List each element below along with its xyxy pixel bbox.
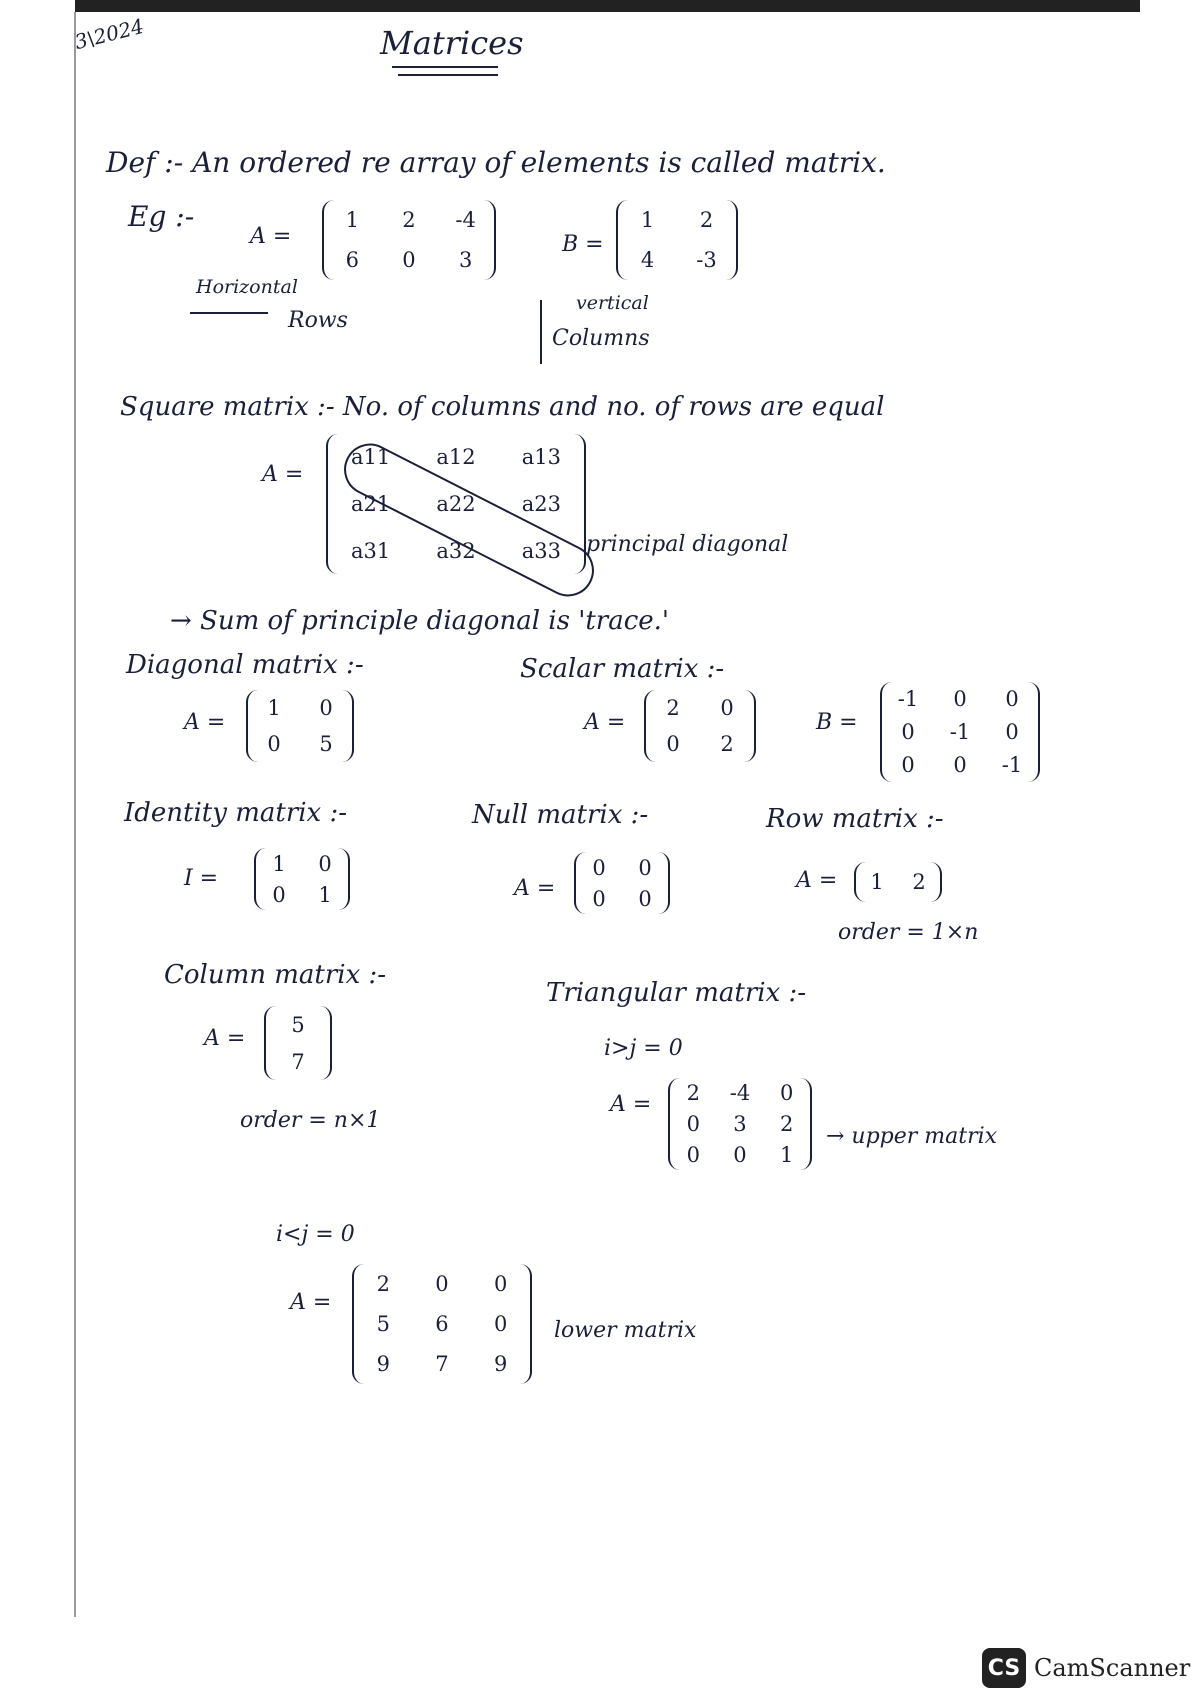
page-top-edge [75,0,1140,12]
matrix-cell: 0 [402,248,416,272]
vertical-label: vertical [576,292,649,314]
example-label: Eg :- [128,200,195,233]
matrix-label: A = [290,1290,332,1315]
matrix-cell: 0 [592,886,606,911]
matrix-cell: 5 [376,1312,391,1336]
matrix-cell: 0 [779,1081,794,1106]
definition: Def :- An ordered re array of elements is called matrix. [106,146,886,179]
matrix-cell: a13 [521,445,561,470]
matrix-label: B = [816,710,858,735]
matrix-cell: 5 [291,1012,305,1037]
matrix-cell: 0 [733,1142,747,1167]
rows-label: Rows [288,308,348,333]
matrix-cell: 4 [640,248,655,272]
column-order: order = n×1 [240,1108,381,1133]
horizontal-label: Horizontal [196,276,298,298]
matrix-cell: 0 [493,1272,508,1296]
matrix-cell: 1 [267,696,281,720]
matrix-cell: 5 [319,732,333,756]
matrix-label: A = [514,876,556,901]
matrix-cell: 3 [733,1111,747,1136]
matrix-cell: 2 [376,1272,391,1296]
identity-matrix-heading: Identity matrix :- [124,798,348,828]
matrix-cell: 0 [267,732,281,756]
matrix-cell: 7 [291,1049,305,1074]
matrix-cell: -1 [949,719,971,744]
matrix-cell: 0 [1005,686,1019,711]
matrix-label: A = [796,868,838,893]
matrix-label: A = [262,462,304,487]
upper-matrix-label: → upper matrix [826,1124,998,1149]
matrix-cell: 2 [686,1081,701,1106]
diagonal-matrix [246,690,354,762]
triangular-matrix-heading: Triangular matrix :- [546,978,807,1008]
upper-triangular-matrix [668,1078,812,1170]
trace-note: → Sum of principle diagonal is 'trace.' [170,606,670,636]
matrix-cell: 0 [319,696,333,720]
matrix-cell: 3 [458,248,473,272]
scalar-matrix-heading: Scalar matrix :- [520,654,725,684]
matrix-cell: -1 [897,686,919,711]
matrix-cell: 0 [318,851,332,876]
row-matrix-heading: Row matrix :- [766,804,944,834]
matrix-cell: -4 [455,208,476,232]
example-matrix-a [322,200,496,280]
camscanner-watermark: CamScanner [1034,1654,1191,1682]
matrix-cell: 1 [345,208,360,232]
principal-diagonal-label: principal diagonal [586,532,789,557]
matrix-cell: 0 [953,686,967,711]
matrix-cell: 1 [272,851,286,876]
matrix-cell: 0 [666,732,680,756]
row-order: order = 1×n [838,920,979,945]
matrix-label: I = [184,866,219,891]
identity-matrix [254,848,350,910]
title-underline [392,66,498,68]
matrix-cell: 2 [912,870,926,894]
matrix-cell: 9 [493,1352,508,1376]
matrix-cell: 0 [435,1272,449,1296]
matrix-cell: a32 [436,538,476,563]
null-matrix [574,852,670,914]
matrix-cell: 6 [345,248,360,272]
arrow-down-icon [540,300,542,364]
matrix-label: A = [610,1092,652,1117]
page-title: Matrices [380,24,524,62]
upper-condition: i>j = 0 [604,1036,683,1061]
matrix-cell: a12 [436,445,476,470]
column-matrix-heading: Column matrix :- [164,960,387,990]
matrix-cell: 1 [779,1142,794,1167]
matrix-cell: a21 [351,491,391,516]
matrix-cell: a22 [436,491,476,516]
columns-label: Columns [552,326,650,351]
matrix-label: A = [204,1026,246,1051]
matrix-label: A = [184,710,226,735]
matrix-cell: 2 [720,732,734,756]
lower-condition: i<j = 0 [276,1222,355,1247]
matrix-cell: 1 [318,882,332,907]
matrix-cell: 9 [376,1352,391,1376]
matrix-cell: 6 [435,1312,449,1336]
date: 3\2024 [72,13,147,55]
matrix-cell: 2 [402,208,416,232]
matrix-cell: 7 [435,1352,449,1376]
matrix-cell: 0 [493,1312,508,1336]
arrow-right-icon [190,312,268,314]
matrix-cell: 0 [1005,719,1019,744]
matrix-cell: 0 [592,855,606,880]
matrix-cell: 1 [870,870,884,894]
matrix-label: A = [584,710,626,735]
null-matrix-heading: Null matrix :- [472,800,649,830]
scalar-matrix-b [880,682,1040,782]
title-underline [398,74,498,76]
matrix-cell: 2 [779,1111,794,1136]
matrix-label: B = [562,232,604,257]
scalar-matrix-a [644,690,756,762]
matrix-cell: 1 [640,208,655,232]
matrix-cell: 0 [901,719,915,744]
matrix-cell: 0 [272,882,286,907]
matrix-cell: 0 [901,753,915,778]
matrix-cell: -4 [729,1081,751,1106]
lower-triangular-matrix [352,1264,532,1384]
matrix-cell: 0 [638,855,652,880]
matrix-cell: 0 [638,886,652,911]
row-matrix [854,862,942,902]
matrix-cell: -1 [1001,753,1023,778]
column-matrix [264,1006,332,1080]
matrix-label: A = [250,224,292,249]
matrix-cell: 0 [953,753,967,778]
matrix-cell: 2 [666,696,680,720]
page-left-edge [74,12,76,1617]
matrix-cell: -3 [696,248,717,272]
matrix-cell: 0 [720,696,734,720]
lower-matrix-label: lower matrix [554,1318,697,1343]
matrix-cell: a23 [521,491,561,516]
square-matrix-heading: Square matrix :- No. of columns and no. of rows are equal [120,392,885,422]
camscanner-logo-icon: CS [982,1648,1026,1688]
matrix-cell: a33 [521,538,561,563]
diagonal-matrix-heading: Diagonal matrix :- [126,650,364,680]
matrix-cell: a31 [351,538,391,563]
example-matrix-b [616,200,738,280]
matrix-cell: 0 [686,1142,701,1167]
matrix-cell: 0 [686,1111,701,1136]
matrix-cell: a11 [351,445,391,470]
matrix-cell: 2 [699,208,714,232]
